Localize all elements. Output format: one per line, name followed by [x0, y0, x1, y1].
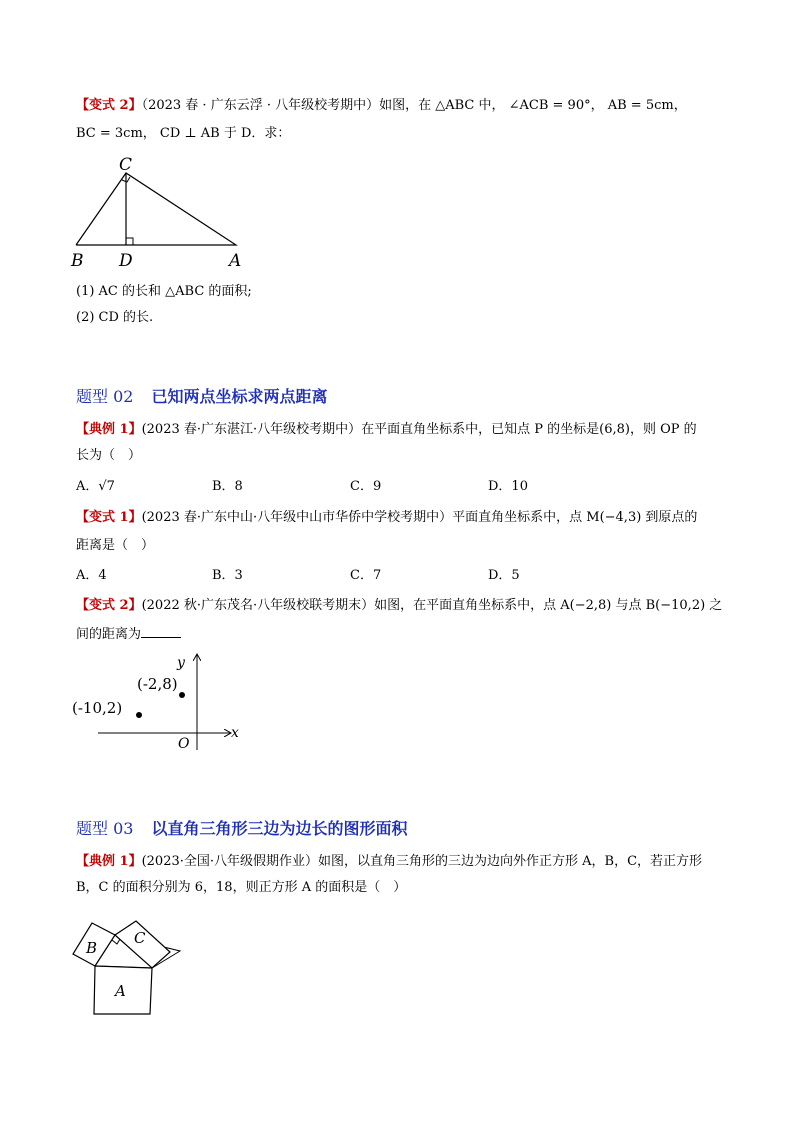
option-d: D．5: [488, 568, 520, 583]
triangle-abc: [76, 173, 236, 245]
label-square-c: C: [134, 929, 146, 947]
right-angle-mark: [112, 939, 120, 944]
section-heading-03: [76, 818, 407, 840]
problem-e21-line1: [76, 420, 726, 440]
problem-e22-line1: [76, 508, 726, 528]
problem-tag: 【变式 2】: [76, 598, 142, 613]
problem-e23-line2: [76, 624, 726, 645]
triangle-figure: [66, 150, 256, 272]
section-number: 题型 02: [76, 387, 134, 406]
point-a: [179, 692, 185, 698]
option-c: C．9: [350, 479, 382, 494]
label-d: D: [119, 251, 133, 271]
section-number: 题型 03: [76, 819, 134, 838]
label-c: C: [119, 155, 133, 175]
answer-blank: [141, 624, 181, 638]
problem-text: （2023 春 · 广东云浮 · 八年级校考期中）如图，在 △ABC 中， ∠ACB = 90°， AB = 5cm，: [141, 98, 687, 113]
right-angle-mark-d: [126, 238, 133, 245]
problem-tag: 【变式 1】: [76, 510, 142, 525]
question-2: (2) CD 的长.: [76, 310, 154, 325]
coordinate-figure: [66, 650, 256, 754]
label-square-a: A: [115, 982, 126, 1000]
problem-e31-line1: [76, 852, 726, 872]
problem-text: (2022 秋·广东茂名·八年级校联考期末）如图，在平面直角坐标系中，点 A(−2,8) 与点 B(−10,2) 之: [141, 598, 723, 613]
problem-e23-line1: [76, 596, 726, 616]
problem-tag: 【典例 1】: [76, 854, 142, 869]
problem-e31-line2: B，C 的面积分别为 6，18，则正方形 A 的面积是（ ）: [76, 880, 407, 895]
label-origin: O: [178, 736, 190, 752]
section-heading-02: [76, 386, 327, 408]
label-x: x: [231, 725, 239, 741]
problem-text: (2023·全国·八年级假期作业）如图，以直角三角形的三边为边向外作正方形 A，B，C，若正方形: [141, 854, 703, 869]
problem-tag: 【变式 2】: [76, 98, 142, 113]
label-y: y: [177, 655, 185, 671]
option-a: A．√7: [76, 479, 115, 494]
option-c: C．7: [350, 568, 382, 583]
option-d: D．10: [488, 479, 528, 494]
problem-text: (2023 春·广东中山·八年级中山市华侨中学校考期中）平面直角坐标系中，点 M(−4,3) 到原点的: [141, 510, 698, 525]
option-b: B．8: [212, 479, 243, 494]
problem-text: 间的距离为: [76, 627, 142, 642]
problem-text: (2023 春·广东湛江·八年级校考期中）在平面直角坐标系中，已知点 P 的坐标是(6,8)，则 OP 的: [141, 422, 697, 437]
question-1: (1) AC 的长和 △ABC 的面积;: [76, 284, 252, 299]
point-b: [136, 712, 142, 718]
option-a: A．4: [76, 568, 107, 583]
problem-s1-line1: [76, 96, 726, 116]
label-a: A: [229, 251, 242, 271]
option-b: B．3: [212, 568, 243, 583]
section-title: 以直角三角形三边为边长的图形面积: [151, 819, 408, 838]
problem-tag: 【典例 1】: [76, 422, 142, 437]
label-b: B: [71, 251, 84, 271]
label-point-b: (-10,2): [72, 699, 123, 717]
problem-e22-line2: 距离是（ ）: [76, 538, 155, 553]
squares-figure: [66, 916, 186, 1020]
problem-s1-line2: BC = 3cm， CD ⊥ AB 于 D．求：: [76, 126, 291, 141]
label-point-a: (-2,8): [137, 675, 178, 693]
label-square-b: B: [86, 939, 98, 957]
problem-e21-line2: 长为（ ）: [76, 448, 142, 463]
section-title: 已知两点坐标求两点距离: [151, 387, 328, 406]
